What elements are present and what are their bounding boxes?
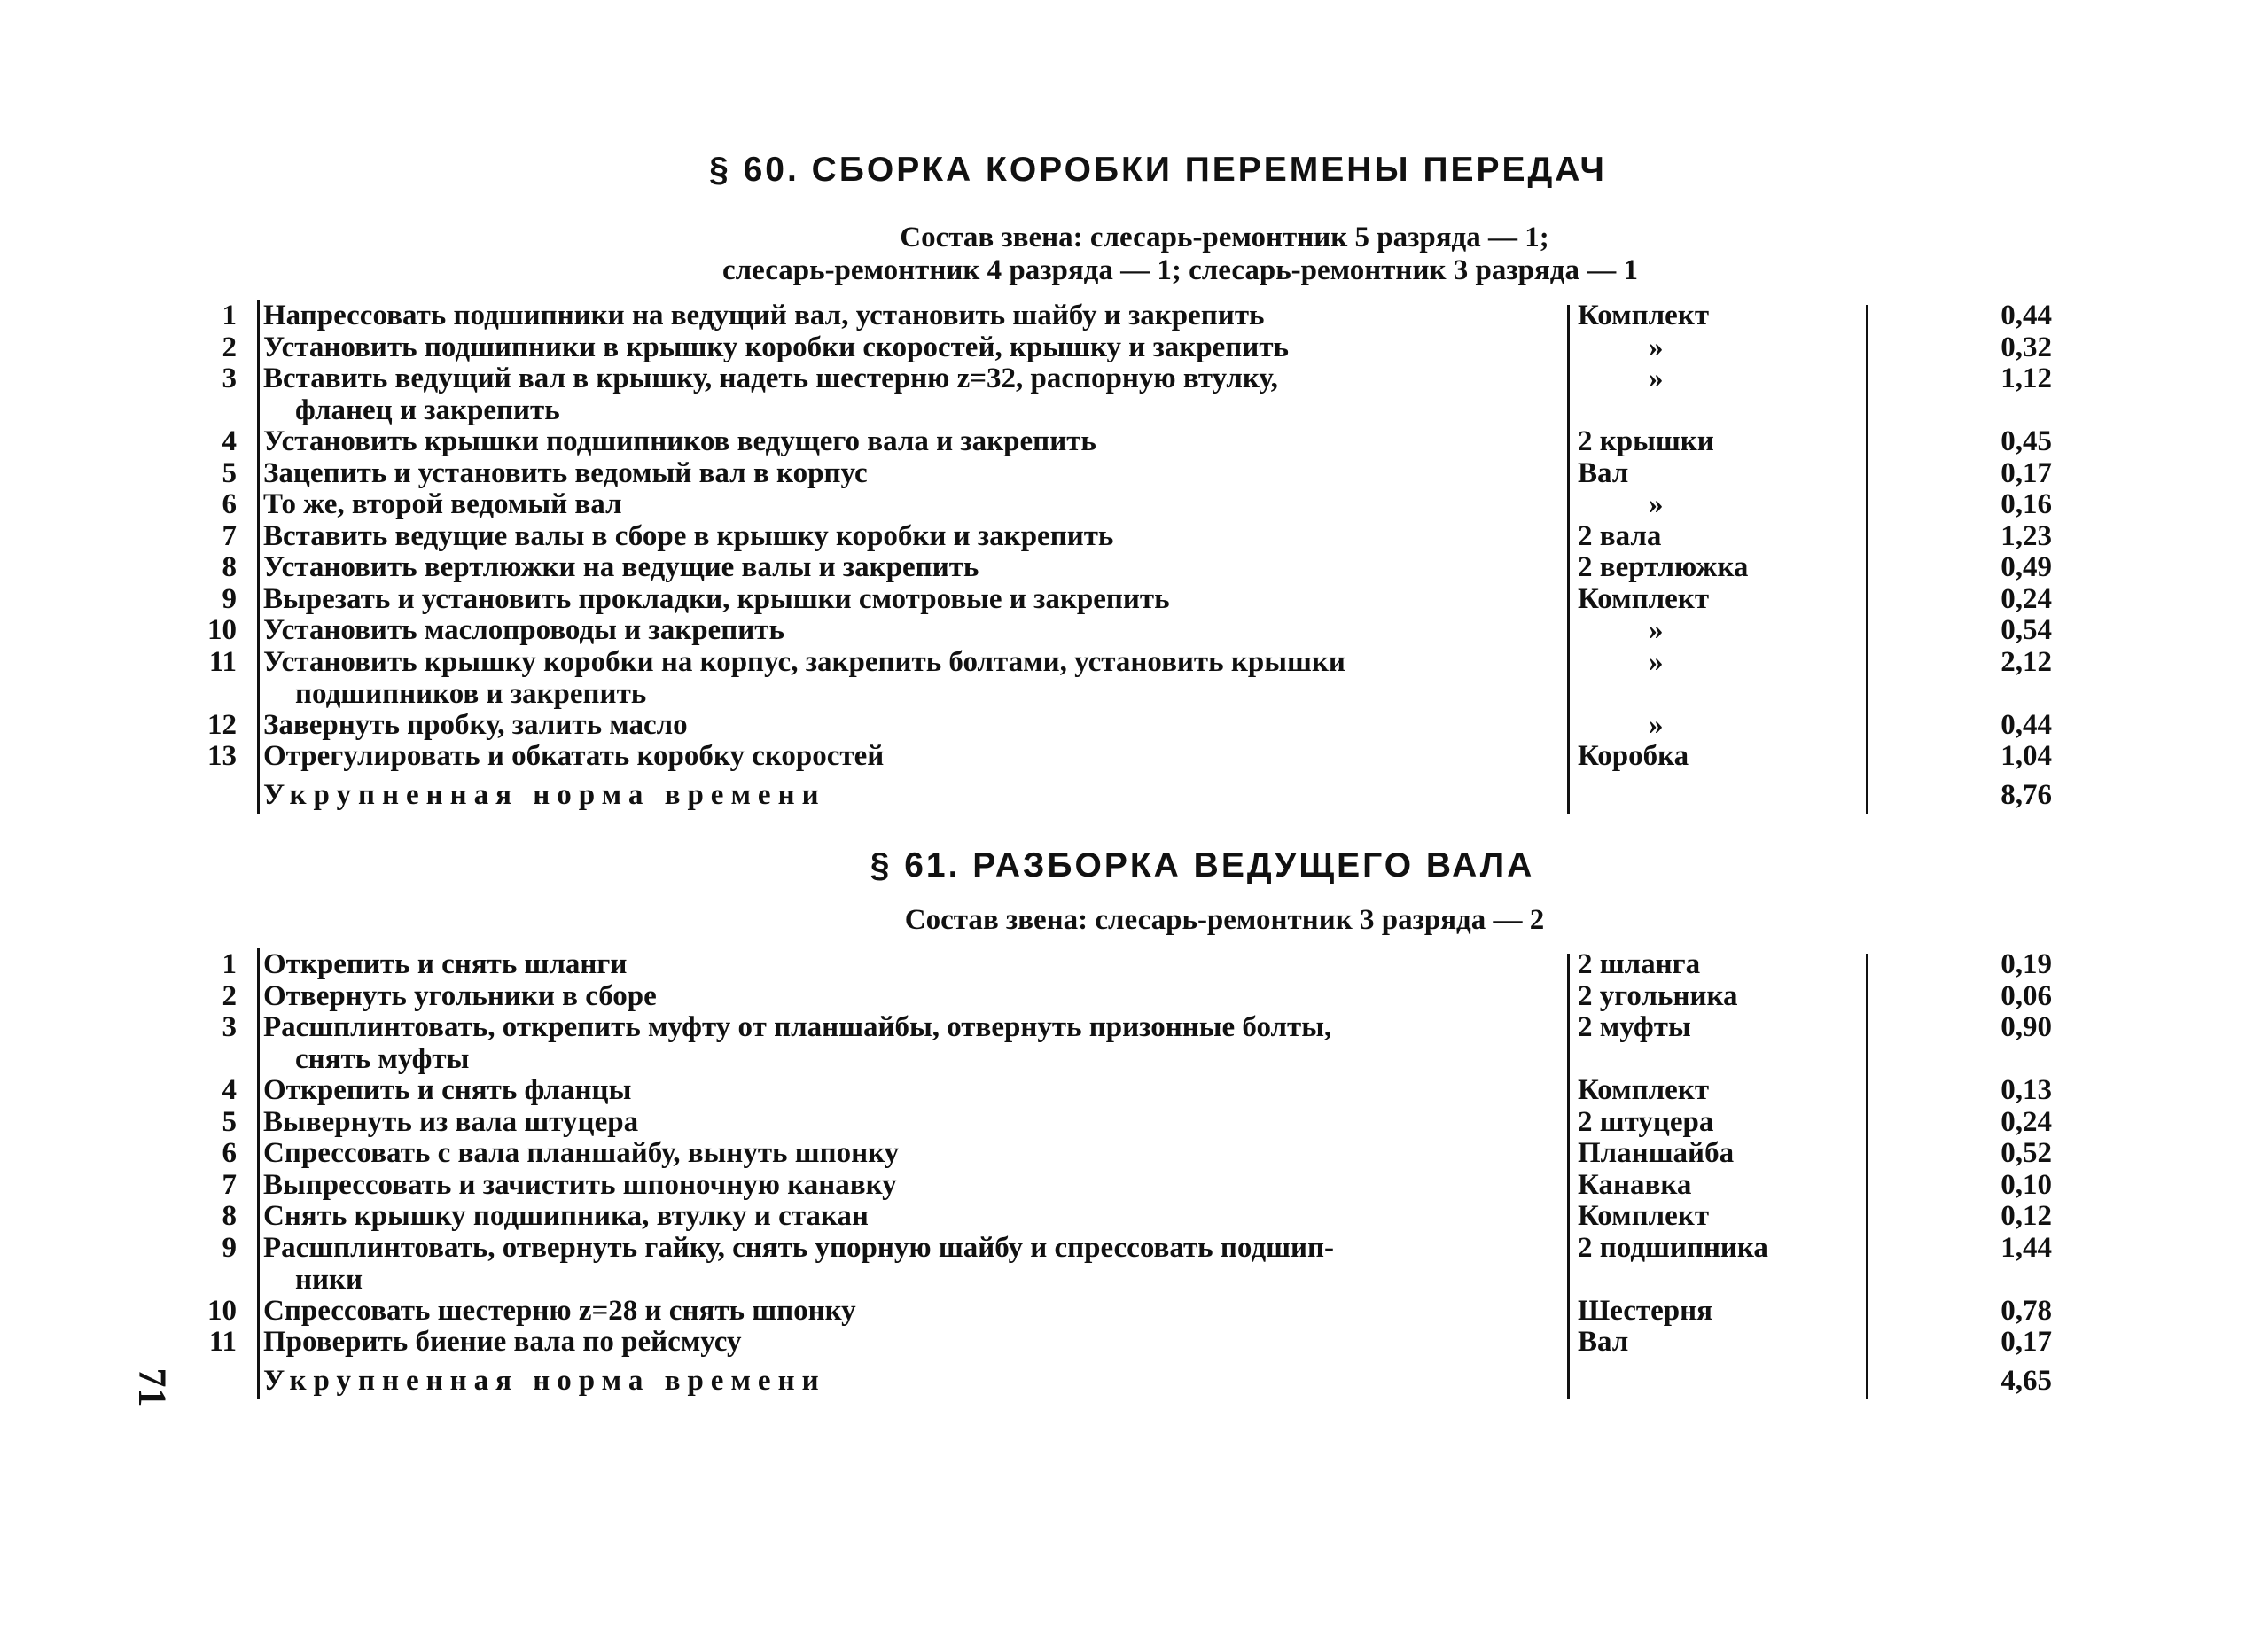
total-label: Укрупненная норма времени xyxy=(263,1364,826,1397)
operation-line-1: Открепить и снять шланги xyxy=(263,948,628,980)
unit-of-measure: 2 угольника xyxy=(1578,979,1738,1012)
row-number: 12 xyxy=(207,708,237,741)
row-number: 6 xyxy=(222,1137,237,1169)
operation-line-2: фланец и закрепить xyxy=(295,394,560,426)
operation-line-1: То же, второй ведомый вал xyxy=(263,488,622,520)
operation-line-1: Снять крышку подшипника, втулку и стакан xyxy=(263,1200,869,1232)
row-number: 13 xyxy=(207,740,237,772)
unit-of-measure: Комплект xyxy=(1578,582,1710,615)
row-number: 2 xyxy=(222,331,237,363)
section-60-crew-line-1: Состав звена: слесарь-ремонтник 5 разряда — 1; xyxy=(900,222,1549,253)
time-norm-value: 1,04 xyxy=(2001,740,2052,772)
unit-of-measure: Планшайба xyxy=(1578,1137,1735,1169)
column-divider xyxy=(257,948,260,1399)
unit-of-measure: 2 крышки xyxy=(1578,425,1714,457)
time-norm-value: 1,44 xyxy=(2001,1231,2052,1264)
operation-line-1: Расшплинтовать, отвернуть гайку, снять упорную шайбу и спрессовать подшип- xyxy=(263,1231,1335,1264)
time-norm-value: 0,24 xyxy=(2001,582,2052,615)
row-number: 2 xyxy=(222,979,237,1012)
section-61-title: § 61. РАЗБОРКА ВЕДУЩЕГО ВАЛА xyxy=(870,846,1535,884)
unit-of-measure: Вал xyxy=(1578,456,1629,489)
operation-text xyxy=(263,300,1540,331)
unit-of-measure: Шестерня xyxy=(1578,1294,1713,1327)
time-norm-value: 2,12 xyxy=(2001,645,2052,678)
operation-line-1: Вырезать и установить прокладки, крышки смотровые и закрепить xyxy=(263,582,1170,615)
operation-text xyxy=(263,948,1540,980)
operation-text xyxy=(263,583,1540,615)
operation-text xyxy=(263,1200,1540,1232)
time-norm-value: 0,13 xyxy=(2001,1074,2052,1106)
time-norm-value: 0,19 xyxy=(2001,948,2052,980)
unit-of-measure: » xyxy=(1649,362,1664,394)
operation-line-1: Завернуть пробку, залить масло xyxy=(263,708,688,741)
operation-line-1: Проверить биение вала по рейсмусу xyxy=(263,1326,742,1358)
time-norm-value: 0,49 xyxy=(2001,551,2052,583)
operation-line-1: Вставить ведущий вал в крышку, надеть шестерню z=32, распорную втулку, xyxy=(263,362,1278,394)
total-value: 8,76 xyxy=(2001,778,2052,811)
operation-line-1: Спрессовать с вала планшайбу, вынуть шпонку xyxy=(263,1137,900,1169)
operation-text xyxy=(263,709,1540,741)
row-number: 7 xyxy=(222,1168,237,1201)
unit-of-measure: Комплект xyxy=(1578,1200,1710,1232)
column-divider xyxy=(1866,954,1868,1399)
unit-of-measure: 2 вала xyxy=(1578,519,1662,552)
unit-of-measure: Вал xyxy=(1578,1326,1629,1358)
row-number: 9 xyxy=(222,582,237,615)
operation-line-1: Отрегулировать и обкатать коробку скоростей xyxy=(263,740,885,772)
row-number: 1 xyxy=(222,948,237,980)
row-number: 8 xyxy=(222,551,237,583)
operation-line-1: Вставить ведущие валы в сборе в крышку коробки и закрепить xyxy=(263,519,1114,552)
unit-of-measure: Коробка xyxy=(1578,740,1689,772)
operation-line-1: Расшплинтовать, открепить муфту от планшайбы, отвернуть призонные болты, xyxy=(263,1011,1332,1043)
time-norm-value: 0,06 xyxy=(2001,979,2052,1012)
operation-text xyxy=(263,1106,1540,1138)
operation-line-1: Установить вертлюжки на ведущие валы и закрепить xyxy=(263,551,979,583)
row-number: 11 xyxy=(208,1326,237,1358)
operation-line-1: Установить подшипники в крышку коробки скоростей, крышку и закрепить xyxy=(263,331,1289,363)
unit-of-measure: Комплект xyxy=(1578,1074,1710,1106)
operation-line-1: Установить крышки подшипников ведущего вала и закрепить xyxy=(263,425,1096,457)
column-divider xyxy=(1567,305,1570,814)
operation-line-2: подшипников и закрепить xyxy=(295,677,647,710)
operation-text xyxy=(263,331,1540,363)
operation-text xyxy=(263,520,1540,552)
time-norm-value: 0,16 xyxy=(2001,488,2052,520)
operation-line-2: ники xyxy=(295,1263,363,1296)
column-divider xyxy=(1866,305,1868,814)
time-norm-value: 0,90 xyxy=(2001,1011,2052,1043)
time-norm-value: 0,17 xyxy=(2001,1326,2052,1358)
total-label: Укрупненная норма времени xyxy=(263,778,826,811)
total-value: 4,65 xyxy=(2001,1364,2052,1397)
time-norm-value: 0,78 xyxy=(2001,1294,2052,1327)
row-number: 6 xyxy=(222,488,237,520)
unit-of-measure: Канавка xyxy=(1578,1168,1692,1201)
operation-text xyxy=(263,980,1540,1012)
operation-text xyxy=(263,646,1540,710)
time-norm-value: 0,45 xyxy=(2001,425,2052,457)
time-norm-value: 0,52 xyxy=(2001,1137,2052,1169)
row-number: 11 xyxy=(208,645,237,678)
operation-text xyxy=(263,425,1540,457)
operation-text xyxy=(263,740,1540,772)
operation-text xyxy=(263,1232,1540,1296)
time-norm-value: 0,44 xyxy=(2001,300,2052,331)
row-number: 3 xyxy=(222,1011,237,1043)
unit-of-measure: » xyxy=(1649,488,1664,520)
operation-text xyxy=(263,551,1540,583)
time-norm-value: 1,12 xyxy=(2001,362,2052,394)
row-number: 1 xyxy=(222,300,237,331)
row-number: 4 xyxy=(222,1074,237,1106)
section-60-crew-line-2: слесарь-ремонтник 4 разряда — 1; слесарь-ремонтник 3 разряда — 1 xyxy=(722,254,1638,286)
unit-of-measure: 2 муфты xyxy=(1578,1011,1691,1043)
operation-line-1: Установить маслопроводы и закрепить xyxy=(263,614,784,646)
operation-text xyxy=(263,1326,1540,1358)
operation-text xyxy=(263,362,1540,426)
operation-line-1: Спрессовать шестерню z=28 и снять шпонку xyxy=(263,1294,856,1327)
operation-line-1: Отвернуть угольники в сборе xyxy=(263,979,657,1012)
operation-line-1: Установить крышку коробки на корпус, закрепить болтами, установить крышки xyxy=(263,645,1345,678)
operation-line-1: Выпрессовать и зачистить шпоночную канавку xyxy=(263,1168,897,1201)
unit-of-measure: 2 подшипника xyxy=(1578,1231,1768,1264)
operation-text xyxy=(263,1011,1540,1075)
time-norm-value: 0,44 xyxy=(2001,708,2052,741)
unit-of-measure: » xyxy=(1649,708,1664,741)
row-number: 10 xyxy=(207,1294,237,1327)
operation-line-1: Напрессовать подшипники на ведущий вал, установить шайбу и закрепить xyxy=(263,300,1265,331)
operation-text xyxy=(263,614,1540,646)
unit-of-measure: » xyxy=(1649,645,1664,678)
section-60-title: § 60. СБОРКА КОРОБКИ ПЕРЕМЕНЫ ПЕРЕДАЧ xyxy=(709,151,1607,189)
time-norm-value: 0,24 xyxy=(2001,1105,2052,1138)
page-number: 71 xyxy=(130,1368,175,1407)
operation-text xyxy=(263,1137,1540,1169)
row-number: 9 xyxy=(222,1231,237,1264)
row-number: 5 xyxy=(222,1105,237,1138)
row-number: 5 xyxy=(222,456,237,489)
unit-of-measure: » xyxy=(1649,614,1664,646)
unit-of-measure: 2 шланга xyxy=(1578,948,1701,980)
operation-text xyxy=(263,488,1540,520)
column-divider xyxy=(257,300,260,814)
operation-line-1: Вывернуть из вала штуцера xyxy=(263,1105,639,1138)
time-norm-value: 0,17 xyxy=(2001,456,2052,489)
row-number: 3 xyxy=(222,362,237,394)
row-number: 8 xyxy=(222,1200,237,1232)
operation-line-1: Зацепить и установить ведомый вал в корпус xyxy=(263,456,868,489)
time-norm-value: 1,23 xyxy=(2001,519,2052,552)
time-norm-value: 0,32 xyxy=(2001,331,2052,363)
operation-line-2: снять муфты xyxy=(295,1043,470,1075)
row-number: 4 xyxy=(222,425,237,457)
operation-line-1: Открепить и снять фланцы xyxy=(263,1074,632,1106)
unit-of-measure: » xyxy=(1649,331,1664,363)
column-divider xyxy=(1567,954,1570,1399)
row-number: 7 xyxy=(222,519,237,552)
operation-text xyxy=(263,1074,1540,1106)
operation-text xyxy=(263,1295,1540,1327)
row-number: 10 xyxy=(207,614,237,646)
time-norm-value: 0,10 xyxy=(2001,1168,2052,1201)
time-norm-value: 0,54 xyxy=(2001,614,2052,646)
operation-text xyxy=(263,457,1540,489)
unit-of-measure: Комплект xyxy=(1578,300,1710,331)
unit-of-measure: 2 штуцера xyxy=(1578,1105,1714,1138)
unit-of-measure: 2 вертлюжка xyxy=(1578,551,1749,583)
time-norm-value: 0,12 xyxy=(2001,1200,2052,1232)
operation-text xyxy=(263,1169,1540,1201)
section-61-crew: Состав звена: слесарь-ремонтник 3 разряда — 2 xyxy=(904,904,1545,936)
